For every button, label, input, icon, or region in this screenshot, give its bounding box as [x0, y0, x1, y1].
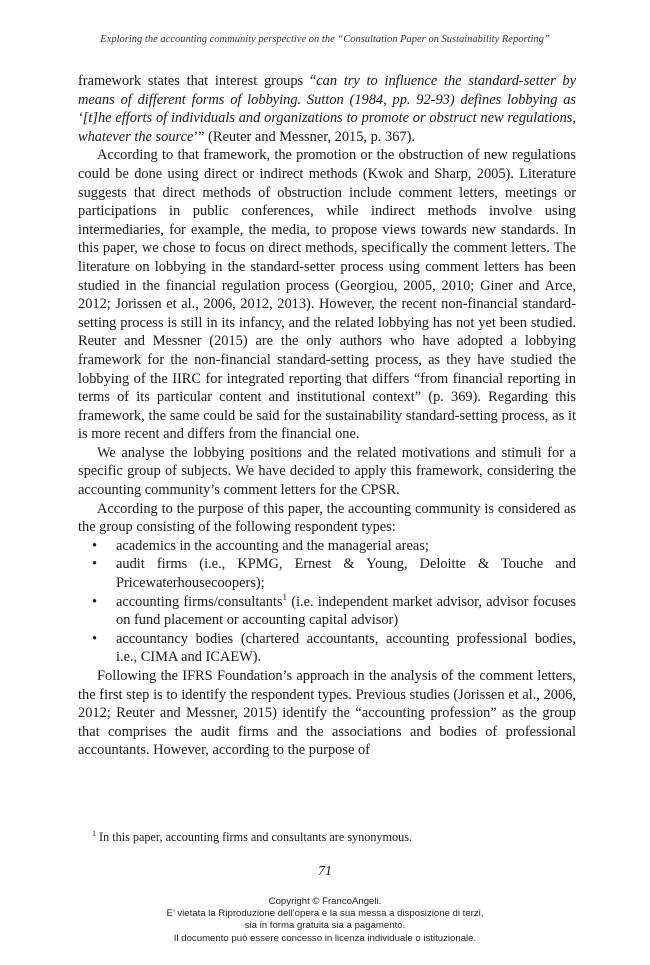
list-item-text: accounting firms/consultants	[116, 593, 283, 610]
list-item	[92, 591, 576, 630]
body-text	[78, 72, 576, 760]
list-item-text: (i.e. independent market advisor, advisor focuses on fund placement or accounting capital advisor)	[116, 593, 576, 629]
copyright-line: Il documento può essere concesso in licenza individuale o istituzionale.	[173, 932, 477, 944]
copyright-line: Copyright © FrancoAngeli.	[268, 896, 382, 907]
list-item	[92, 555, 576, 592]
footnote-marker: 1	[92, 828, 96, 838]
bullet-icon: •	[92, 537, 98, 554]
paragraph-1-tail: ’” (Reuter and Messner, 2015, p. 367).	[193, 128, 415, 145]
footnote-reference[interactable]: 1	[282, 591, 287, 602]
paragraph-5: Following the IFRS Foundation’s approach in the analysis of the comment letters, the first step is to identify the respondent types. Previous studies (Jorissen et al., 2006, 2012; Reuter and Messner, 2015) identify the “accounting profession” as the group that comprises the audit firms and the associations and bodies of professional accountants. However, according to the purpose of	[78, 668, 576, 759]
list-item	[92, 630, 576, 667]
bullet-icon: •	[92, 593, 98, 610]
quoted-definition: can try to influence the standard-setter by means of different forms of lobbying. Sutton (1984, pp. 92-93) defines lobbying as ‘[t]he efforts of individuals and organizations to promote or obstruct new regulations, whatever the source	[78, 73, 576, 145]
paragraph-1	[78, 72, 576, 146]
list-item-text: accountancy bodies (chartered accountants, accounting professional bodies, i.e., CIMA and ICAEW).	[116, 630, 576, 666]
running-head: Exploring the accounting community perspective on the “Consultation Paper on Sustainability Reporting”	[100, 34, 550, 45]
copyright-line: sia in forma gratuita sia a pagamento.	[244, 920, 406, 932]
bullet-icon: •	[92, 630, 98, 647]
list-item-text: academics in the accounting and the managerial areas;	[116, 537, 429, 554]
copyright-line: E’ vietata la Riproduzione dell’opera e la sua messa a disposizione di terzi,	[166, 908, 484, 920]
paragraph-1-lead: framework states that interest groups “	[78, 73, 317, 89]
paragraph-3: We analyse the lobbying positions and the related motivations and stimuli for a specific group of subjects. We have decided to apply this framework, considering the accounting community’s comment letters for the CPSR.	[78, 444, 576, 499]
paragraph-2: According to that framework, the promotion or the obstruction of new regulations could be done using direct or indirect methods (Kwok and Sharp, 2005). Literature suggests that direct methods of obstruction include comment letters, meetings or participations in public conferences, while indirect methods involve using intermediaries, for example, the media, to propose views towards new standards. In this paper, we chose to focus on direct methods, specifically the comment letters. The literature on lobbying in the standard-setter process using comment letters has been studied in the financial regulation process (Georgiou, 2005, 2010; Giner and Arce, 2012; Jorissen et al., 2006, 2012, 2013). However, the recent non-financial standard-setting process is still in its infancy, and the related lobbying has not yet been studied. Reuter and Messner (2015) are the only authors who have adopted a lobbying framework for the non-financial standard-setting process, as they have studied the lobbying of the IIRC for integrated reporting that differs “from financial reporting in terms of its particular content and institutional context” (p. 369). Regarding this framework, the same could be said for the sustainability standard-setting process, as it is more recent and differs from the financial one.	[78, 147, 576, 443]
paragraph-4: According to the purpose of this paper, the accounting community is considered as the group consisting of the following respondent types:	[78, 500, 576, 536]
list-item	[92, 537, 576, 556]
footnote	[92, 830, 572, 845]
page-number: 71	[318, 864, 332, 879]
copyright-notice	[0, 896, 650, 945]
respondent-types-list	[78, 537, 576, 667]
footnote-text: In this paper, accounting firms and consultants are synonymous.	[96, 830, 412, 844]
list-item-text: audit firms (i.e., KPMG, Ernest & Young, Deloitte & Touche and Pricewaterhousecoopers);	[116, 556, 576, 592]
bullet-icon: •	[92, 556, 98, 573]
